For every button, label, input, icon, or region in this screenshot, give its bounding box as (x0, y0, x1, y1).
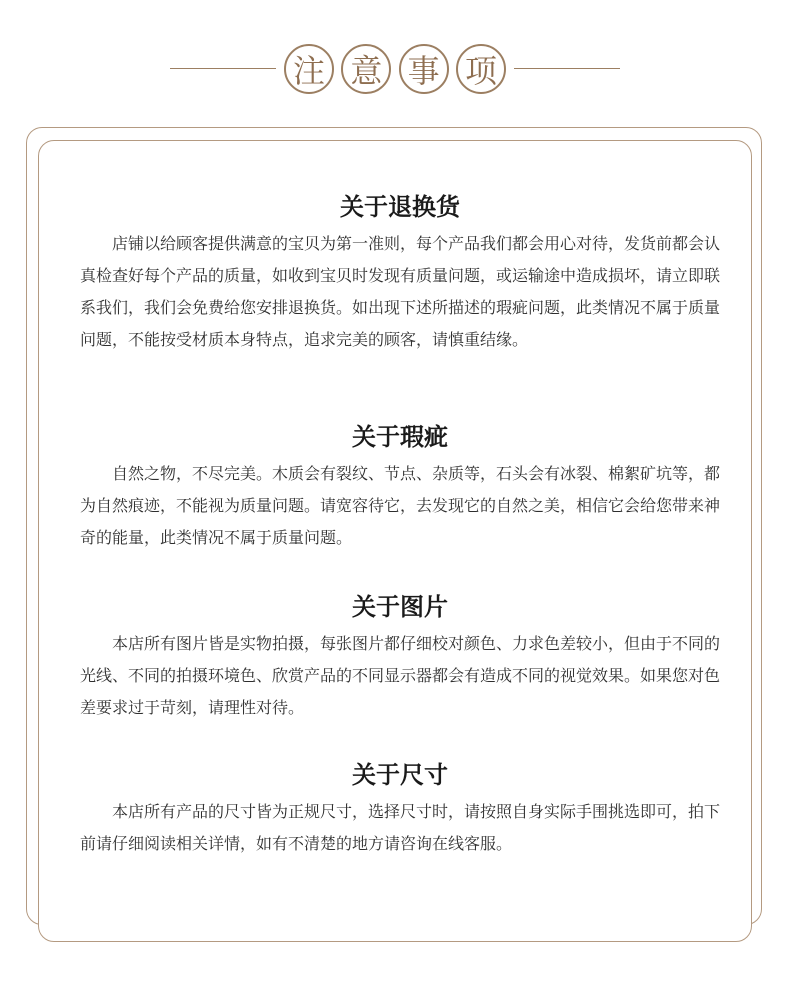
section-images (80, 592, 720, 724)
section-body: 自然之物，不尽完美。木质会有裂纹、节点、杂质等，石头会有冰裂、棉絮矿坑等，都为自然痕迹，不能视为质量问题。请宽容待它，去发现它的自然之美，相信它会给您带来神奇的能量，此类情况不属于质量问题。 (80, 464, 721, 547)
header-char-circle: 注 (284, 44, 334, 94)
header-title (284, 36, 506, 102)
section-title: 关于尺寸 (348, 760, 452, 790)
section-title: 关于退换货 (336, 192, 464, 222)
header-rule-left (170, 68, 276, 69)
section-title: 关于图片 (348, 592, 452, 622)
header-rule-right (514, 68, 620, 69)
header-char-circle: 事 (399, 44, 449, 94)
header-char-circle: 意 (341, 44, 391, 94)
section-sizes (80, 760, 720, 860)
header-char-circle: 项 (456, 44, 506, 94)
section-body: 本店所有产品的尺寸皆为正规尺寸，选择尺寸时，请按照自身实际手围挑选即可，拍下前请仔细阅读相关详情，如有不清楚的地方请咨询在线客服。 (80, 802, 721, 853)
section-flaws (80, 422, 720, 554)
section-body: 店铺以给顾客提供满意的宝贝为第一准则，每个产品我们都会用心对待，发货前都会认真检查好每个产品的质量，如收到宝贝时发现有质量问题，或运输途中造成损坏，请立即联系我们，我们会免费给您安排退换货。如出现下述所描述的瑕疵问题，此类情况不属于质量问题，不能按受材质本身特点，追求完美的顾客，请慎重结缘。 (80, 234, 721, 349)
section-returns (80, 192, 720, 356)
section-body: 本店所有图片皆是实物拍摄，每张图片都仔细校对颜色、力求色差较小，但由于不同的光线、不同的拍摄环境色、欣赏产品的不同显示器都会有造成不同的视觉效果。如果您对色差要求过于苛刻，请理性对待。 (80, 634, 721, 717)
page-header (0, 36, 790, 102)
section-title: 关于瑕疵 (348, 422, 452, 452)
